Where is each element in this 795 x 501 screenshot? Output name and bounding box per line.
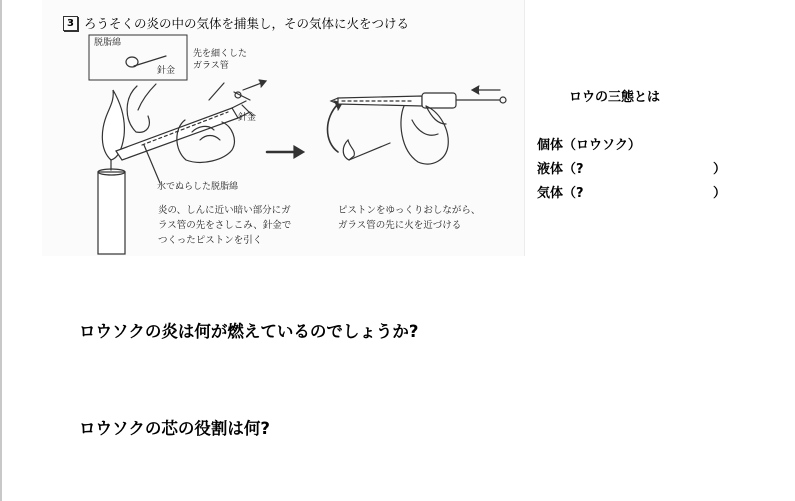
state-liquid: 液体（? (537, 162, 584, 177)
label-cotton: 脱脂綿 (94, 38, 122, 48)
label-needle: 針金 (157, 66, 176, 76)
caption-left: 炎の、しんに近い暗い部分にガ ラス管の先をさしこみ、針金で つくったピストンを引く (158, 205, 292, 246)
label-tube-line2: ガラス管 (193, 61, 229, 71)
label-needle-2: 針金 (238, 113, 257, 123)
label-tube-line1: 先を細くした (193, 49, 248, 59)
figure-heading (63, 14, 409, 32)
state-solid: 個体（ロウソク） (537, 138, 641, 153)
page-left-border (0, 0, 2, 501)
state-gas: 気体（? (537, 186, 584, 201)
question-2: ロウソクの芯の役割は何? (79, 419, 270, 438)
figure-number: 3 (63, 16, 78, 31)
state-gas-close: ） (713, 186, 727, 201)
three-states-title: ロウの三態とは (569, 90, 661, 105)
three-states-panel (537, 0, 787, 210)
label-wet-cotton: 水でぬらした脱脂綿 (157, 182, 239, 192)
state-liquid-close: ） (713, 162, 727, 177)
experiment-figure (42, 0, 525, 256)
caption-right: ピストンをゆっくりおしながら、 ガラス管の先に火を近づける (338, 205, 481, 231)
figure-heading-text: ろうそくの炎の中の気体を捕集し，その気体に火をつける (84, 16, 410, 31)
question-1: ロウソクの炎は何が燃えているのでしょうか? (79, 322, 419, 341)
